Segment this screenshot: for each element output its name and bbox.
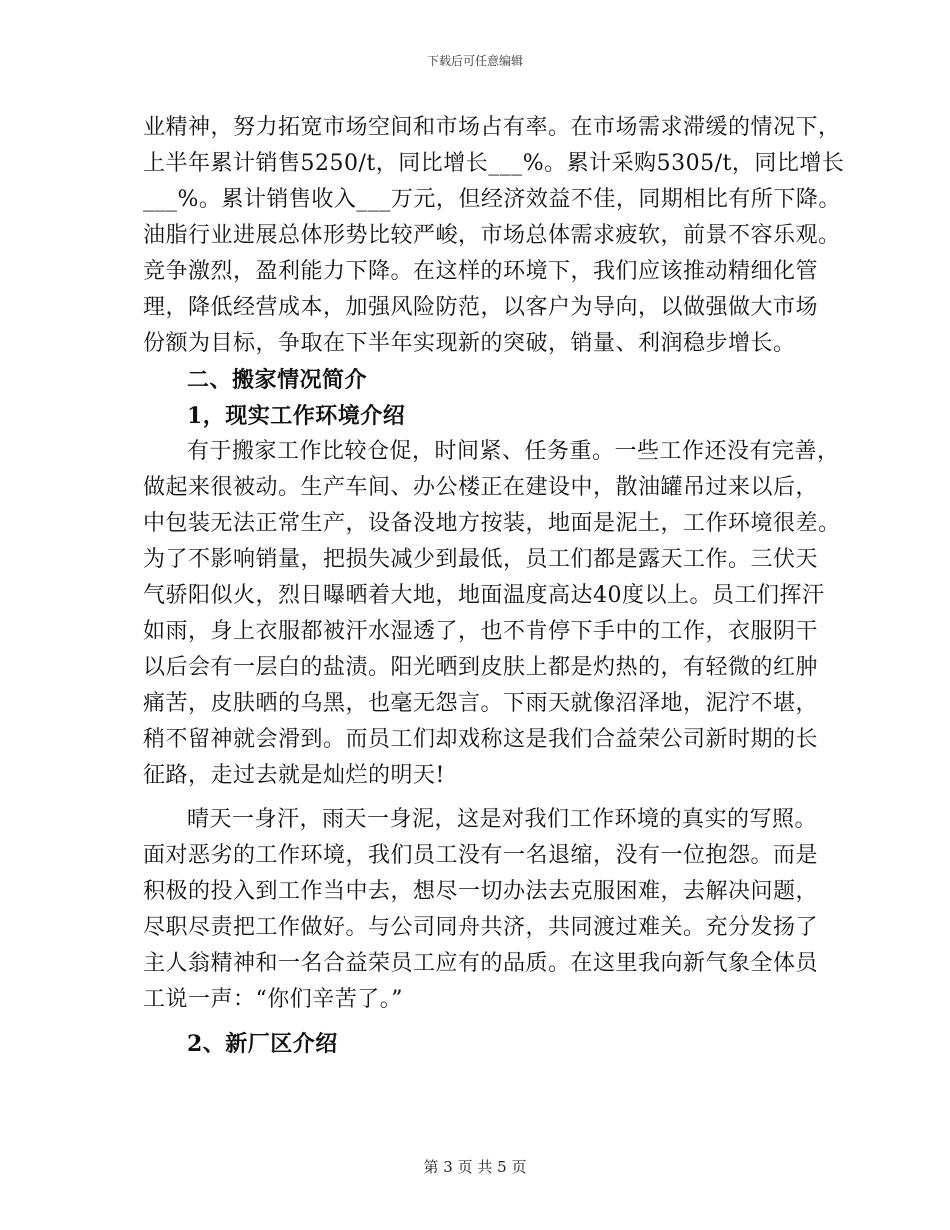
section-heading-relocation: 二、搬家情况简介: [187, 367, 368, 393]
text-line: 有于搬家工作比较仓促，时间紧、任务重。一些工作还没有完善，: [187, 439, 840, 464]
text-line: 稍不留神就会滑到。而员工们却戏称这是我们合益荣公司新时期的长: [143, 727, 819, 752]
subsection-heading-new-plant: 2、新厂区介绍: [187, 1031, 338, 1057]
text-line: 理，降低经营成本，加强风险防范，以客户为导向，以做强做大市场: [143, 295, 819, 320]
paragraph-staff-spirit: [143, 802, 819, 1018]
text-line: 竞争激烈，盈利能力下降。在这样的环境下，我们应该推动精细化管: [143, 259, 819, 284]
text-line: 工说一声：“你们辛苦了。”: [143, 987, 403, 1012]
document-body: [143, 110, 845, 1062]
text-line: 为了不影响销量，把损失减少到最低，员工们都是露天工作。三伏天: [143, 547, 819, 572]
text-line: ___%。累计销售收入___万元，但经济效益不佳，同期相比有所下降。: [143, 187, 841, 212]
text-line: 积极的投入到工作当中去，想尽一切办法去克服困难，去解决问题，: [143, 879, 819, 904]
page-footer: 第 3 页 共 5 页: [423, 1158, 527, 1176]
page-header: 下载后可任意编辑: [426, 54, 523, 68]
text-line: 征路，走过去就是灿烂的明天!: [143, 763, 445, 788]
text-line: 以后会有一层白的盐渍。阳光晒到皮肤上都是灼热的，有轻微的红肿: [143, 655, 819, 680]
subsection-heading-work-environment: 1，现实工作环境介绍: [187, 403, 406, 429]
text-line: 业精神，努力拓宽市场空间和市场占有率。在市场需求滞缓的情况下，: [143, 115, 841, 140]
text-line: 尽职尽责把工作做好。与公司同舟共济，共同渡过难关。充分发扬了: [143, 915, 819, 940]
text-line: 主人翁精神和一名合益荣员工应有的品质。在这里我向新气象全体员: [143, 951, 819, 976]
paragraph-market-summary: [143, 110, 845, 362]
text-line: 做起来很被动。生产车间、办公楼正在建设中，散油罐吊过来以后，: [143, 475, 819, 500]
text-line: 痛苦，皮肤晒的乌黑，也毫无怨言。下雨天就像沼泽地，泥泞不堪，: [143, 691, 819, 716]
text-line: 份额为目标，争取在下半年实现新的突破，销量、利润稳步增长。: [143, 331, 796, 356]
text-line: 气骄阳似火，烈日曝晒着大地，地面温度高达40度以上。员工们挥汗: [143, 583, 825, 608]
text-line: 油脂行业进展总体形势比较严峻，市场总体需求疲软，前景不容乐观。: [143, 223, 841, 248]
text-line: 上半年累计销售5250/t，同比增长___%。累计采购5305/t，同比增长: [143, 151, 845, 176]
paragraph-work-environment: [143, 434, 841, 794]
text-line: 如雨，身上衣服都被汗水湿透了，也不肯停下手中的工作，衣服阴干: [143, 619, 819, 644]
text-line: 晴天一身汗，雨天一身泥，这是对我们工作环境的真实的写照。: [187, 807, 818, 832]
text-line: 面对恶劣的工作环境，我们员工没有一名退缩，没有一位抱怨。而是: [143, 843, 819, 868]
text-line: 中包装无法正常生产，设备没地方按装，地面是泥土，工作环境很差。: [143, 511, 841, 536]
